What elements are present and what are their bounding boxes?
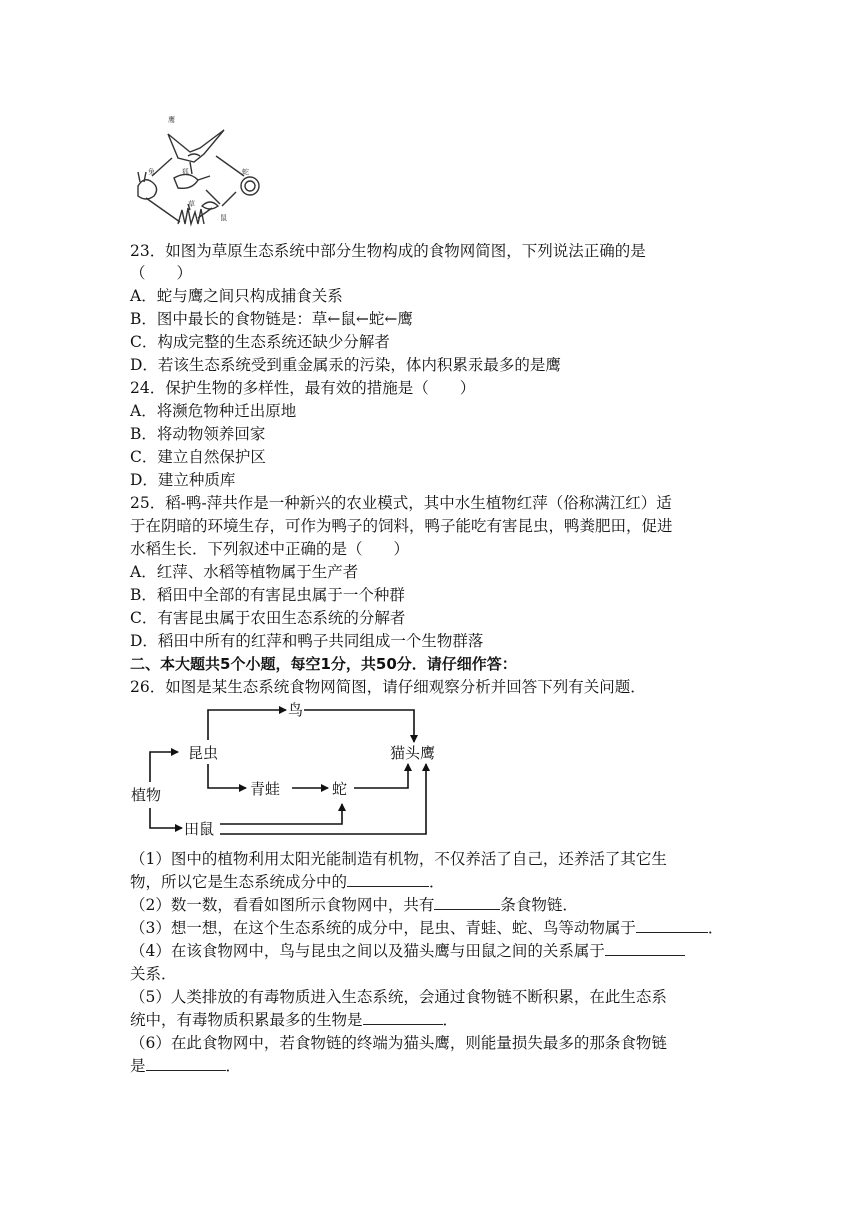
q26-1-text: 物，所以它是生态系统成分中的 (130, 873, 348, 891)
q26-4-text: （4）在该食物网中，鸟与昆虫之间以及猫头鹰与田鼠之间的关系属于 (130, 942, 605, 960)
q26-6-line-2 (130, 1055, 241, 1077)
q25-line-3: 水稻生长．下列叙述中正确的是（ ） (130, 540, 410, 558)
fig1-label-fox: 狐 (182, 168, 189, 176)
q25-option-b: B．稻田中全部的有害昆虫属于一个种群 (130, 586, 405, 604)
food-web-diagram (128, 700, 448, 840)
q23-option-d: D．若该生态系统受到重金属汞的污染，体内积累汞最多的是鹰 (130, 356, 561, 374)
q26-6-period: ． (225, 1057, 242, 1075)
q26-2-answer-blank[interactable] (434, 894, 500, 910)
fig1-label-snake: 蛇 (242, 168, 249, 176)
q24-option-a: A．将濒危物种迁出原地 (130, 402, 297, 420)
fig1-label-eagle: 鹰 (168, 116, 175, 124)
q23-option-b: B．图中最长的食物链是：草←鼠←蛇←鹰 (130, 310, 413, 328)
fig1-label-mouse: 鼠 (220, 214, 227, 222)
q26-1-answer-blank[interactable] (347, 871, 429, 887)
section-heading: 二、本大题共5个小题，每空1分，共50分．请仔细作答： (130, 655, 517, 673)
q23-stem: 23．如图为草原生态系统中部分生物构成的食物网简图，下列说法正确的是 (130, 242, 646, 260)
q24-option-d: D．建立种质库 (130, 471, 236, 489)
q23-option-a: A．蛇与鹰之间只构成捕食关系 (130, 287, 343, 305)
q25-option-d: D．稻田中所有的红萍和鸭子共同组成一个生物群落 (130, 632, 484, 650)
q24-stem: 24．保护生物的多样性，最有效的措施是（ ） (130, 379, 476, 397)
node-mouse: 田鼠 (184, 820, 215, 838)
q26-3-line (130, 917, 723, 939)
q26-6-text: 是 (130, 1057, 146, 1075)
q26-2-text: （2）数一数，看看如图所示食物网中，共有 (130, 896, 435, 914)
node-plant: 植物 (131, 786, 162, 804)
grassland-food-web-figure (128, 112, 268, 230)
q26-stem: 26．如图是某生态系统食物网简图，请仔细观察分析并回答下列有关问题． (130, 678, 646, 696)
node-owl: 猫头鹰 (390, 744, 436, 762)
q26-5-line-1: （5）人类排放的有毒物质进入生态系统，会通过食物链不断积累，在此生态系 (130, 988, 667, 1006)
fig1-label-rabbit: 兔 (148, 168, 155, 176)
q26-6-answer-blank[interactable] (146, 1055, 226, 1071)
q26-3-answer-blank[interactable] (636, 917, 708, 933)
q26-2-tail: 条食物链． (500, 896, 578, 914)
q26-4-line-1 (130, 940, 685, 962)
q26-5-period: ． (442, 1011, 459, 1029)
fig1-label-grass: 草 (188, 200, 195, 208)
q25-line-2: 于在阴暗的环境生存，可作为鸭子的饲料，鸭子能吃有害昆虫，鸭粪肥田，促进 (130, 517, 673, 535)
q26-3-period: ． (707, 919, 724, 937)
q26-5-line-2 (130, 1009, 458, 1031)
q25-line-1: 25．稻-鸭-萍共作是一种新兴的农业模式，其中水生植物红萍（俗称满江红）适 (130, 494, 672, 512)
q26-5-text: 统中，有毒物质积累最多的生物是 (130, 1011, 363, 1029)
node-snake: 蛇 (332, 780, 348, 798)
q26-1-line-2 (130, 871, 445, 893)
q26-4-line-2: 关系． (130, 965, 177, 983)
q26-1-line-1: （1）图中的植物利用太阳光能制造有机物，不仅养活了自己，还养活了其它生 (130, 850, 667, 868)
q25-option-a: A．红萍、水稻等植物属于生产者 (130, 563, 359, 581)
node-bird: 鸟 (288, 701, 304, 719)
node-frog: 青蛙 (250, 780, 281, 798)
q23-option-c: C．构成完整的生态系统还缺少分解者 (130, 333, 390, 351)
node-insect: 昆虫 (188, 744, 219, 762)
q24-option-c: C．建立自然保护区 (130, 448, 266, 466)
q26-1-period: ． (429, 873, 445, 891)
q24-option-b: B．将动物领养回家 (130, 425, 266, 443)
q26-3-text: （3）想一想，在这个生态系统的成分中，昆虫、青蛙、蛇、鸟等动物属于 (130, 919, 636, 937)
q26-4-answer-blank[interactable] (605, 940, 685, 956)
q23-paren: （ ） (130, 264, 193, 282)
q26-5-answer-blank[interactable] (363, 1009, 443, 1025)
q26-6-line-1: （6）在此食物网中，若食物链的终端为猫头鹰，则能量损失最多的那条食物链 (130, 1034, 667, 1052)
q26-2-line (130, 894, 578, 916)
q25-option-c: C．有害昆虫属于农田生态系统的分解者 (130, 609, 406, 627)
